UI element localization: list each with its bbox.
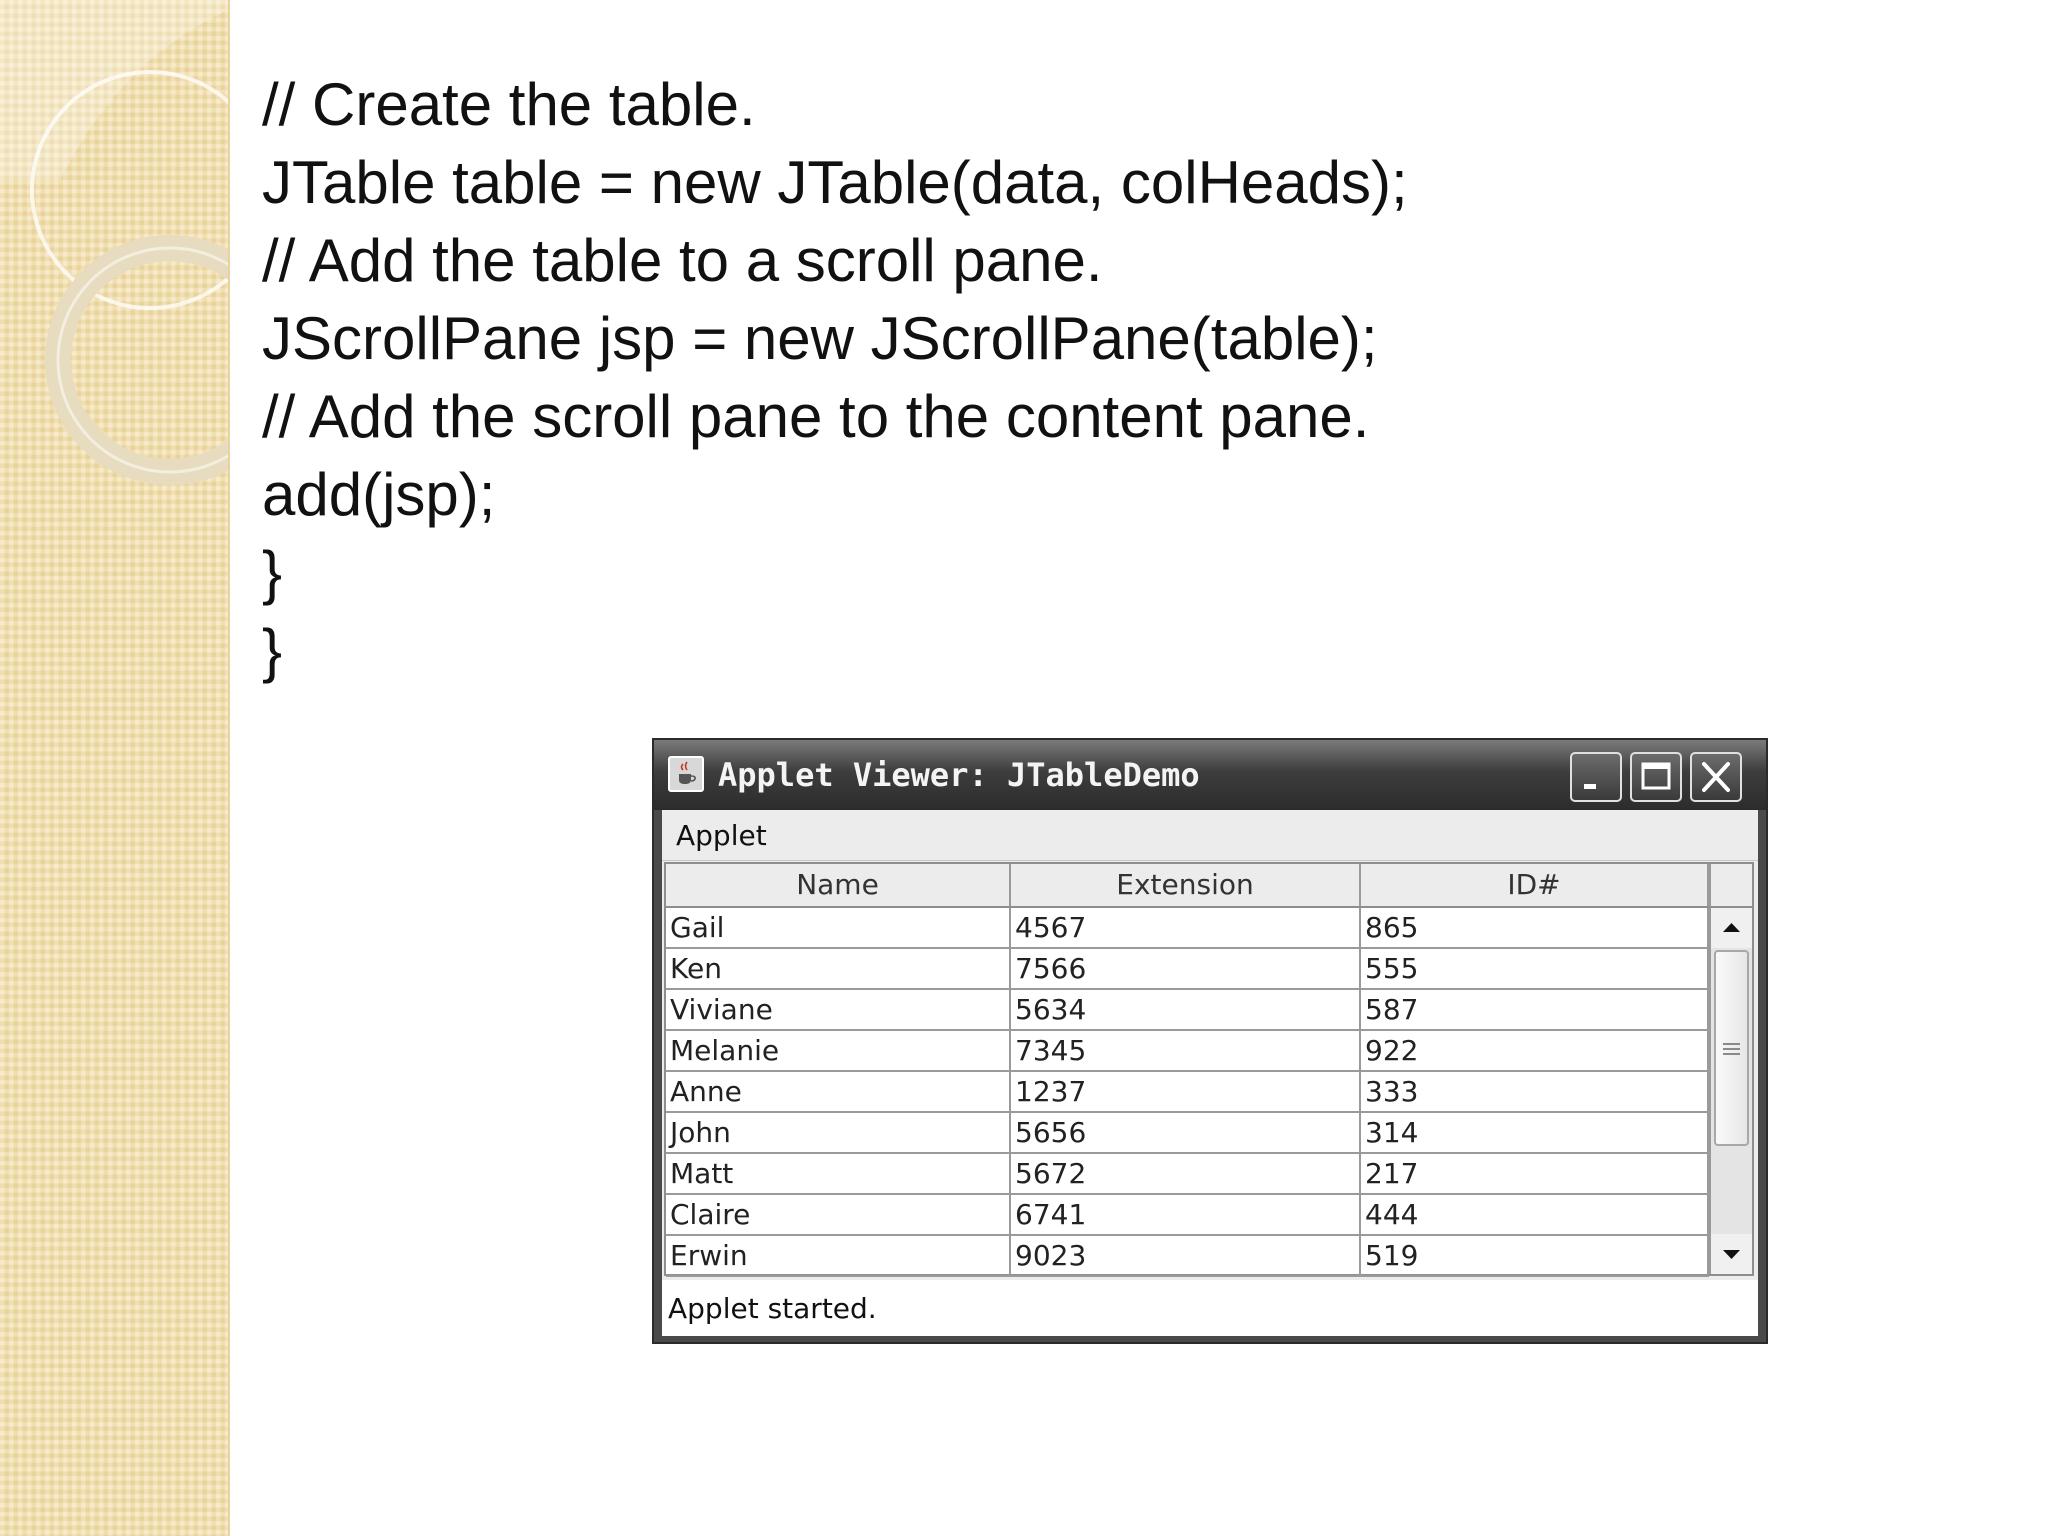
code-line: // Add the table to a scroll pane. bbox=[262, 227, 1103, 294]
cell-id[interactable]: 217 bbox=[1361, 1154, 1709, 1193]
code-block bbox=[262, 66, 1862, 690]
column-header-id[interactable]: ID# bbox=[1361, 864, 1709, 906]
code-line: // Add the scroll pane to the content pane. bbox=[262, 383, 1370, 450]
cell-name[interactable]: Claire bbox=[666, 1195, 1011, 1234]
scroll-thumb[interactable] bbox=[1714, 950, 1749, 1146]
arrow-up-icon bbox=[1711, 908, 1752, 948]
cell-id[interactable]: 444 bbox=[1361, 1195, 1709, 1234]
table-row[interactable] bbox=[666, 1113, 1709, 1154]
vertical-scrollbar[interactable] bbox=[1709, 908, 1752, 1274]
table-row[interactable] bbox=[666, 1236, 1709, 1277]
code-line: JScrollPane jsp = new JScrollPane(table); bbox=[262, 305, 1378, 372]
grip-icon bbox=[1716, 952, 1747, 1144]
cell-id[interactable]: 555 bbox=[1361, 949, 1709, 988]
title-bar[interactable] bbox=[654, 740, 1766, 810]
table-row[interactable] bbox=[666, 990, 1709, 1031]
cell-id[interactable]: 333 bbox=[1361, 1072, 1709, 1111]
cell-name[interactable]: Melanie bbox=[666, 1031, 1011, 1070]
cell-extension[interactable]: 7345 bbox=[1011, 1031, 1361, 1070]
java-cup-icon[interactable] bbox=[668, 756, 704, 792]
cell-name[interactable]: Anne bbox=[666, 1072, 1011, 1111]
menu-applet[interactable]: Applet bbox=[676, 819, 767, 852]
cell-extension[interactable]: 5634 bbox=[1011, 990, 1361, 1029]
cell-id[interactable]: 865 bbox=[1361, 908, 1709, 947]
cell-name[interactable]: Matt bbox=[666, 1154, 1011, 1193]
status-text: Applet started. bbox=[668, 1292, 877, 1325]
cell-name[interactable]: Gail bbox=[666, 908, 1011, 947]
window-body bbox=[662, 810, 1758, 1336]
scroll-up-button[interactable] bbox=[1711, 908, 1752, 948]
cell-id[interactable]: 922 bbox=[1361, 1031, 1709, 1070]
table-row[interactable] bbox=[666, 1031, 1709, 1072]
scroll-down-button[interactable] bbox=[1711, 1234, 1752, 1274]
cell-extension[interactable]: 1237 bbox=[1011, 1072, 1361, 1111]
minimize-icon bbox=[1572, 754, 1620, 800]
cell-extension[interactable]: 5656 bbox=[1011, 1113, 1361, 1152]
column-header-extension[interactable]: Extension bbox=[1011, 864, 1361, 906]
code-line: } bbox=[262, 539, 283, 606]
table-row[interactable] bbox=[666, 1154, 1709, 1195]
minimize-button[interactable] bbox=[1570, 752, 1622, 802]
cell-id[interactable]: 519 bbox=[1361, 1236, 1709, 1275]
cell-name[interactable]: Ken bbox=[666, 949, 1011, 988]
decorative-sidebar bbox=[0, 0, 230, 1536]
table-row[interactable] bbox=[666, 1195, 1709, 1236]
table-row[interactable] bbox=[666, 1072, 1709, 1113]
cell-id[interactable]: 587 bbox=[1361, 990, 1709, 1029]
column-header-name[interactable]: Name bbox=[666, 864, 1011, 906]
cell-extension[interactable]: 5672 bbox=[1011, 1154, 1361, 1193]
code-line: add(jsp); bbox=[262, 461, 496, 528]
cell-id[interactable]: 314 bbox=[1361, 1113, 1709, 1152]
code-line: // Create the table. bbox=[262, 71, 756, 138]
code-line: JTable table = new JTable(data, colHeads); bbox=[262, 149, 1408, 216]
maximize-button[interactable] bbox=[1630, 752, 1682, 802]
close-icon bbox=[1692, 754, 1740, 800]
applet-viewer-window bbox=[652, 738, 1768, 1344]
arrow-down-icon bbox=[1711, 1234, 1752, 1274]
scroll-corner bbox=[1709, 864, 1752, 908]
table-row[interactable] bbox=[666, 908, 1709, 949]
close-button[interactable] bbox=[1690, 752, 1742, 802]
maximize-icon bbox=[1632, 754, 1680, 800]
table-header bbox=[666, 864, 1709, 908]
table-scroll-pane[interactable] bbox=[664, 862, 1754, 1276]
cell-name[interactable]: Erwin bbox=[666, 1236, 1011, 1275]
cell-name[interactable]: Viviane bbox=[666, 990, 1011, 1029]
status-bar bbox=[662, 1280, 1758, 1336]
menu-bar bbox=[662, 810, 1758, 861]
cell-extension[interactable]: 7566 bbox=[1011, 949, 1361, 988]
decorative-circles-icon bbox=[0, 0, 228, 520]
window-title: Applet Viewer: JTableDemo bbox=[718, 756, 1200, 794]
table-row[interactable] bbox=[666, 949, 1709, 990]
cell-extension[interactable]: 6741 bbox=[1011, 1195, 1361, 1234]
code-line: } bbox=[262, 617, 283, 684]
cell-name[interactable]: John bbox=[666, 1113, 1011, 1152]
cell-extension[interactable]: 4567 bbox=[1011, 908, 1361, 947]
cell-extension[interactable]: 9023 bbox=[1011, 1236, 1361, 1275]
